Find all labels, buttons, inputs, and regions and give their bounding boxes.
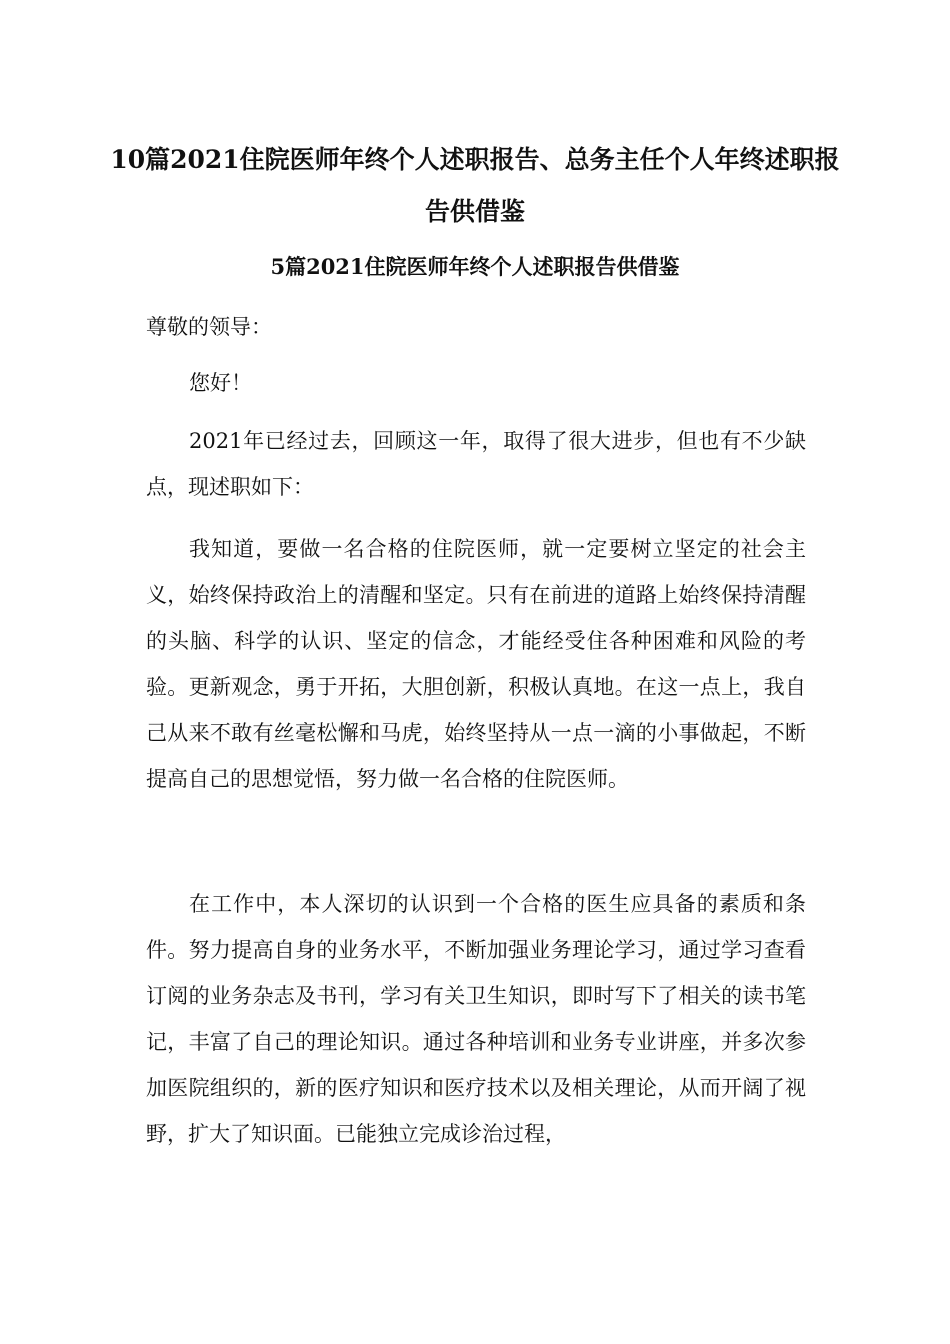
salutation: 尊敬的领导： (146, 315, 272, 339)
document-subtitle: 5篇2021住院医师年终个人述职报告供借鉴 (270, 254, 680, 279)
paragraph-1: 2021年已经过去，回顾这一年，取得了很大进步，但也有不少缺点，现述职如下： (146, 429, 806, 499)
document-title: 10篇2021住院医师年终个人述职报告、总务主任个人年终述职报告供借鉴 (110, 145, 840, 226)
paragraph-3: 在工作中，本人深切的认识到一个合格的医生应具备的素质和条件。努力提高自身的业务水平，不断加强业务理论学习，通过学习查看订阅的业务杂志及书刊，学习有关卫生知识，即时写下了相关的读书笔记，丰富了自己的理论知识。通过各种培训和业务专业讲座，并多次参加医院组织的，新的医疗知识和医疗技术以及相关理论，从而开阔了视野，扩大了知识面。已能独立完成诊治过程， (146, 892, 806, 1146)
greeting: 您好！ (189, 371, 252, 395)
paragraph-2: 我知道，要做一名合格的住院医师，就一定要树立坚定的社会主义，始终保持政治上的清醒和坚定。只有在前进的道路上始终保持清醒的头脑、科学的认识、坚定的信念，才能经受住各种困难和风险的考验。更新观念，勇于开拓，大胆创新，积极认真地。在这一点上，我自己从来不敢有丝毫松懈和马虎，始终坚持从一点一滴的小事做起，不断提高自己的思想觉悟，努力做一名合格的住院医师。 (146, 537, 806, 791)
